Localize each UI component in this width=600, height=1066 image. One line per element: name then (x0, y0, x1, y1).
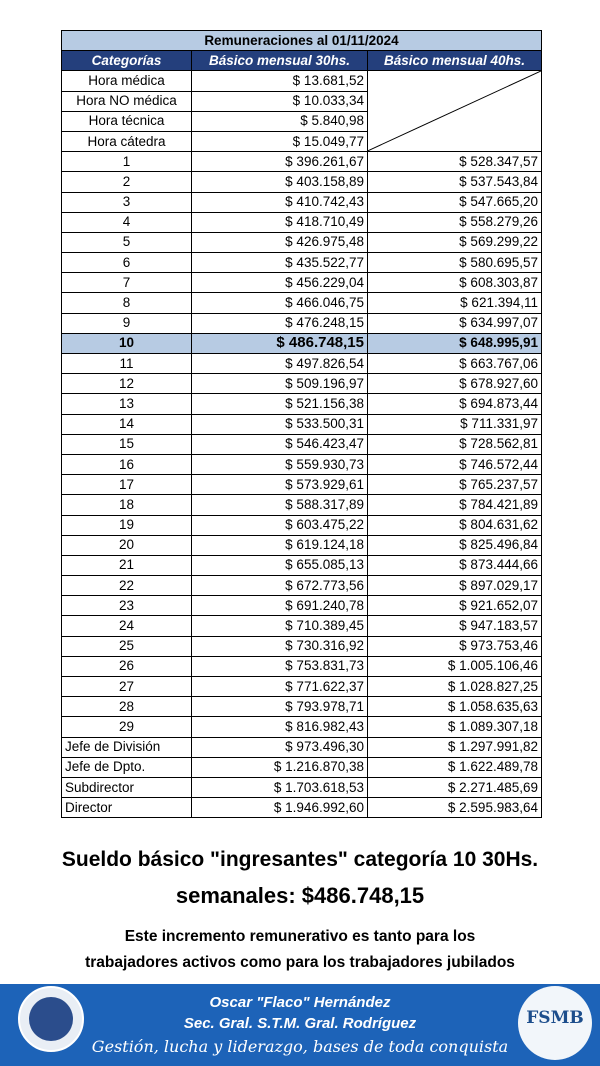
federation-logo-text: FSMB (526, 1008, 584, 1028)
header-40hs: Básico mensual 40hs. (368, 51, 542, 71)
table-row (62, 152, 542, 172)
salary-40hs-cell: $ 648.995,91 (368, 333, 542, 353)
category-cell: 27 (62, 677, 192, 697)
salary-30hs-cell: $ 456.229,04 (192, 273, 368, 293)
footer-name: Oscar "Flaco" Hernández (209, 994, 391, 1011)
salary-30hs-cell: $ 435.522,77 (192, 253, 368, 273)
category-cell: 10 (62, 333, 192, 353)
salary-40hs-cell: $ 711.331,97 (368, 414, 542, 434)
salary-30hs-cell: $ 410.742,43 (192, 192, 368, 212)
salary-30hs-cell: $ 509.196,97 (192, 374, 368, 394)
table-row (62, 333, 542, 353)
salary-40hs-cell: $ 728.562,81 (368, 434, 542, 454)
category-cell: 16 (62, 454, 192, 474)
table-row (62, 717, 542, 737)
salary-40hs-cell: $ 973.753,46 (368, 636, 542, 656)
category-cell: 9 (62, 313, 192, 333)
salary-40hs-cell: $ 746.572,44 (368, 454, 542, 474)
category-cell: Hora cátedra (62, 131, 192, 151)
salary-30hs-cell: $ 521.156,38 (192, 394, 368, 414)
table-row (62, 374, 542, 394)
category-cell: 3 (62, 192, 192, 212)
category-cell: Subdirector (62, 777, 192, 797)
category-cell: Hora médica (62, 71, 192, 91)
salary-30hs-cell: $ 10.033,34 (192, 91, 368, 111)
salary-30hs-cell: $ 546.423,47 (192, 434, 368, 454)
salary-30hs-cell: $ 1.703.618,53 (192, 777, 368, 797)
table-row (62, 232, 542, 252)
table-row (62, 172, 542, 192)
salary-40hs-cell: $ 663.767,06 (368, 354, 542, 374)
table-row (62, 535, 542, 555)
table-row (62, 798, 542, 818)
table-row (62, 293, 542, 313)
category-cell: 15 (62, 434, 192, 454)
table-row-hourly (62, 71, 542, 91)
salary-30hs-cell: $ 497.826,54 (192, 354, 368, 374)
salary-30hs-cell: $ 559.930,73 (192, 454, 368, 474)
category-cell: 21 (62, 555, 192, 575)
category-cell: 23 (62, 596, 192, 616)
table-title-row (62, 31, 542, 51)
table-row (62, 192, 542, 212)
table-row (62, 414, 542, 434)
salary-table (61, 30, 542, 818)
salary-30hs-cell: $ 573.929,61 (192, 475, 368, 495)
salary-30hs-cell: $ 13.681,52 (192, 71, 368, 91)
category-cell: Jefe de Dpto. (62, 757, 192, 777)
table-row (62, 394, 542, 414)
salary-30hs-cell: $ 15.049,77 (192, 131, 368, 151)
salary-40hs-cell: $ 537.543,84 (368, 172, 542, 192)
table-row (62, 313, 542, 333)
category-cell: 7 (62, 273, 192, 293)
table-row (62, 757, 542, 777)
salary-40hs-cell: $ 2.595.983,64 (368, 798, 542, 818)
salary-40hs-cell: $ 634.997,07 (368, 313, 542, 333)
salary-40hs-cell: $ 1.297.991,82 (368, 737, 542, 757)
table-row (62, 697, 542, 717)
category-cell: 18 (62, 495, 192, 515)
salary-30hs-cell: $ 771.622,37 (192, 677, 368, 697)
salary-30hs-cell: $ 533.500,31 (192, 414, 368, 434)
salary-30hs-cell: $ 793.978,71 (192, 697, 368, 717)
footer-bar (0, 984, 600, 1066)
category-cell: Jefe de División (62, 737, 192, 757)
salary-40hs-cell: $ 1.005.106,46 (368, 656, 542, 676)
table-row (62, 212, 542, 232)
table-row (62, 777, 542, 797)
salary-40hs-cell: $ 2.271.485,69 (368, 777, 542, 797)
salary-40hs-cell: $ 580.695,57 (368, 253, 542, 273)
category-cell: 17 (62, 475, 192, 495)
headline-line-1: Sueldo básico "ingresantes" categoría 10 30Hs. (61, 848, 539, 871)
category-cell: 29 (62, 717, 192, 737)
table-row (62, 434, 542, 454)
category-cell: 12 (62, 374, 192, 394)
category-cell: 5 (62, 232, 192, 252)
headline (0, 842, 600, 914)
category-cell: 2 (62, 172, 192, 192)
category-cell: Director (62, 798, 192, 818)
header-30hs: Básico mensual 30hs. (192, 51, 368, 71)
salary-30hs-cell: $ 426.975,48 (192, 232, 368, 252)
salary-40hs-cell: $ 765.237,57 (368, 475, 542, 495)
salary-40hs-cell: $ 897.029,17 (368, 576, 542, 596)
salary-30hs-cell: $ 466.046,75 (192, 293, 368, 313)
table-row (62, 253, 542, 273)
salary-30hs-cell: $ 619.124,18 (192, 535, 368, 555)
salary-30hs-cell: $ 396.261,67 (192, 152, 368, 172)
salary-40hs-cell: $ 1.058.635,63 (368, 697, 542, 717)
salary-40hs-cell: $ 784.421,89 (368, 495, 542, 515)
salary-30hs-cell: $ 476.248,15 (192, 313, 368, 333)
salary-30hs-cell: $ 730.316,92 (192, 636, 368, 656)
category-cell: 26 (62, 656, 192, 676)
salary-40hs-cell: $ 547.665,20 (368, 192, 542, 212)
salary-30hs-cell: $ 655.085,13 (192, 555, 368, 575)
note-line-1: Este incremento remunerativo es tanto para los (124, 928, 476, 945)
category-cell: 6 (62, 253, 192, 273)
category-cell: 8 (62, 293, 192, 313)
salary-30hs-cell: $ 418.710,49 (192, 212, 368, 232)
category-cell: Hora técnica (62, 111, 192, 131)
salary-40hs-cell: $ 873.444,66 (368, 555, 542, 575)
salary-40hs-cell: $ 608.303,87 (368, 273, 542, 293)
salary-table-container (61, 30, 541, 818)
table-row (62, 737, 542, 757)
salary-40hs-cell: $ 947.183,57 (368, 616, 542, 636)
salary-30hs-cell: $ 486.748,15 (192, 333, 368, 353)
salary-40hs-cell: $ 825.496,84 (368, 535, 542, 555)
table-row (62, 495, 542, 515)
category-cell: 13 (62, 394, 192, 414)
table-title: Remuneraciones al 01/11/2024 (62, 31, 542, 51)
salary-30hs-cell: $ 603.475,22 (192, 515, 368, 535)
table-header-row (62, 51, 542, 71)
category-cell: 20 (62, 535, 192, 555)
category-cell: 25 (62, 636, 192, 656)
table-row (62, 354, 542, 374)
table-row (62, 515, 542, 535)
salary-30hs-cell: $ 588.317,89 (192, 495, 368, 515)
salary-30hs-cell: $ 1.946.992,60 (192, 798, 368, 818)
category-cell: 22 (62, 576, 192, 596)
salary-30hs-cell: $ 1.216.870,38 (192, 757, 368, 777)
salary-40hs-cell: $ 1.089.307,18 (368, 717, 542, 737)
table-row (62, 616, 542, 636)
table-row (62, 596, 542, 616)
salary-30hs-cell: $ 672.773,56 (192, 576, 368, 596)
table-row (62, 273, 542, 293)
table-row (62, 677, 542, 697)
salary-40hs-cell: $ 678.927,60 (368, 374, 542, 394)
category-cell: 14 (62, 414, 192, 434)
category-cell: 4 (62, 212, 192, 232)
increment-note (0, 924, 600, 976)
not-applicable-cell (368, 71, 542, 152)
category-cell: 1 (62, 152, 192, 172)
salary-30hs-cell: $ 5.840,98 (192, 111, 368, 131)
table-row (62, 656, 542, 676)
salary-40hs-cell: $ 621.394,11 (368, 293, 542, 313)
salary-40hs-cell: $ 921.652,07 (368, 596, 542, 616)
category-cell: 28 (62, 697, 192, 717)
header-category: Categorías (62, 51, 192, 71)
table-row (62, 475, 542, 495)
salary-30hs-cell: $ 710.389,45 (192, 616, 368, 636)
table-row (62, 576, 542, 596)
category-cell: 19 (62, 515, 192, 535)
footer-motto: Gestión, lucha y liderazgo, bases de toda conquista (91, 1037, 509, 1056)
salary-40hs-cell: $ 569.299,22 (368, 232, 542, 252)
salary-30hs-cell: $ 691.240,78 (192, 596, 368, 616)
salary-40hs-cell: $ 528.347,57 (368, 152, 542, 172)
salary-40hs-cell: $ 804.631,62 (368, 515, 542, 535)
footer-position: Sec. Gral. S.T.M. Gral. Rodríguez (183, 1015, 417, 1032)
category-cell: 24 (62, 616, 192, 636)
salary-30hs-cell: $ 753.831,73 (192, 656, 368, 676)
salary-30hs-cell: $ 403.158,89 (192, 172, 368, 192)
salary-40hs-cell: $ 1.028.827,25 (368, 677, 542, 697)
diagonal-line (368, 71, 541, 151)
salary-40hs-cell: $ 1.622.489,78 (368, 757, 542, 777)
category-cell: 11 (62, 354, 192, 374)
salary-30hs-cell: $ 973.496,30 (192, 737, 368, 757)
table-row (62, 454, 542, 474)
salary-40hs-cell: $ 694.873,44 (368, 394, 542, 414)
federation-logo-icon (518, 986, 592, 1060)
note-line-2: trabajadores activos como para los trabajadores jubilados (85, 954, 515, 971)
table-row (62, 555, 542, 575)
category-cell: Hora NO médica (62, 91, 192, 111)
salary-40hs-cell: $ 558.279,26 (368, 212, 542, 232)
headline-line-2: semanales: $486.748,15 (175, 883, 425, 908)
table-row (62, 636, 542, 656)
salary-30hs-cell: $ 816.982,43 (192, 717, 368, 737)
